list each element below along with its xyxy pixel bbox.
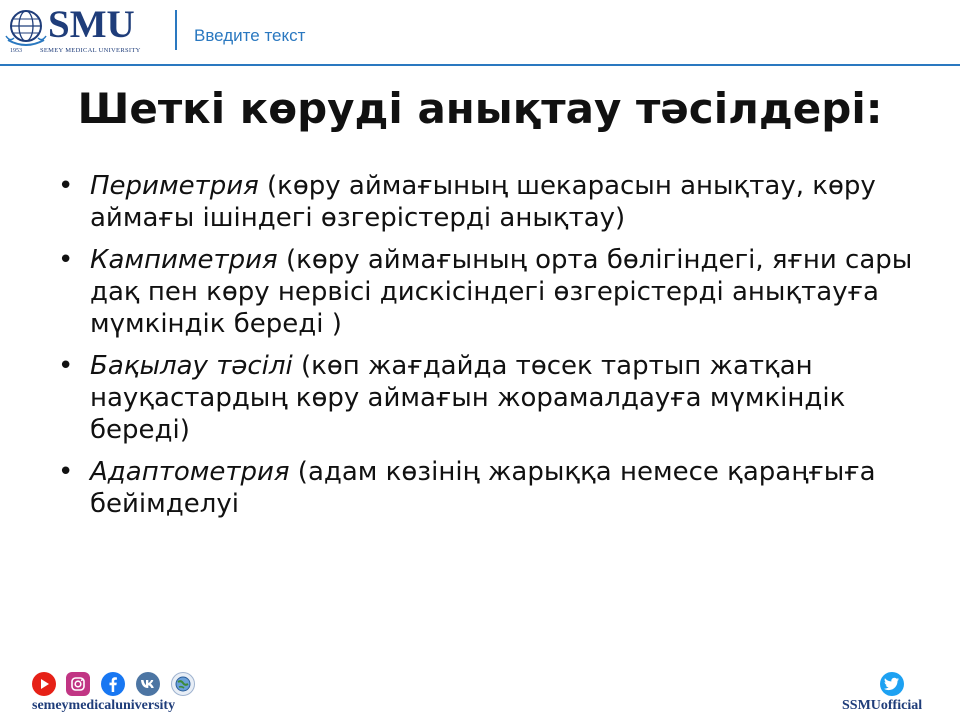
bullet-list xyxy=(58,170,918,530)
footer-right-handle[interactable]: SSMUofficial xyxy=(842,698,923,713)
list-item-text: (адам көзінің жарыққа немесе қараңғыға бейімделуі xyxy=(90,457,876,519)
globe-icon[interactable] xyxy=(171,672,195,696)
list-item-text: (көп жағдайда төсек тартып жатқан науқастардың көру аймағын жорамалдауға мүмкіндік береді) xyxy=(90,351,846,445)
facebook-icon[interactable] xyxy=(101,672,125,696)
footer-left-handle[interactable]: semeymedicaluniversity xyxy=(32,698,176,713)
footer-twitter-link xyxy=(842,672,952,718)
globe-emblem-icon xyxy=(4,6,48,50)
header-divider xyxy=(175,10,177,50)
list-item xyxy=(58,244,918,340)
list-item-term: Периметрия xyxy=(90,171,259,201)
vk-icon[interactable] xyxy=(136,672,160,696)
list-item-term: Бақылау тәсілі xyxy=(90,351,293,381)
instagram-icon[interactable] xyxy=(66,672,90,696)
slide-header xyxy=(0,0,960,66)
list-item xyxy=(58,456,918,520)
list-item xyxy=(58,350,918,446)
header-rule xyxy=(0,64,960,66)
slide-title: Шеткі көруді анықтау тәсілдері: xyxy=(77,84,883,133)
list-item-text: (көру аймағының шекарасын анықтау, көру аймағы ішіндегі өзгерістерді анықтау) xyxy=(90,171,876,233)
header-placeholder-text[interactable]: Введите текст xyxy=(194,26,306,45)
bullet-marker: • xyxy=(58,171,74,201)
bullet-marker: • xyxy=(58,245,74,275)
bullet-marker: • xyxy=(58,457,74,487)
logo-year: 1953 xyxy=(10,48,22,54)
youtube-icon[interactable] xyxy=(32,672,56,696)
list-item-term: Кампиметрия xyxy=(90,245,278,275)
logo-wordmark: SMU xyxy=(48,3,135,46)
list-item-text: (көру аймағының орта бөлігіндегі, яғни сары дақ пен көру нервісі дискісіндегі өзгерістерді анықтауға мүмкіндік береді ) xyxy=(90,245,913,339)
bullet-marker: • xyxy=(58,351,74,381)
twitter-icon[interactable] xyxy=(880,672,904,696)
footer-social-links xyxy=(32,672,232,718)
smu-logo xyxy=(4,3,164,56)
logo-subtitle: SEMEY MEDICAL UNIVERSITY xyxy=(40,47,141,54)
list-item xyxy=(58,170,918,234)
list-item-term: Адаптометрия xyxy=(90,457,290,487)
